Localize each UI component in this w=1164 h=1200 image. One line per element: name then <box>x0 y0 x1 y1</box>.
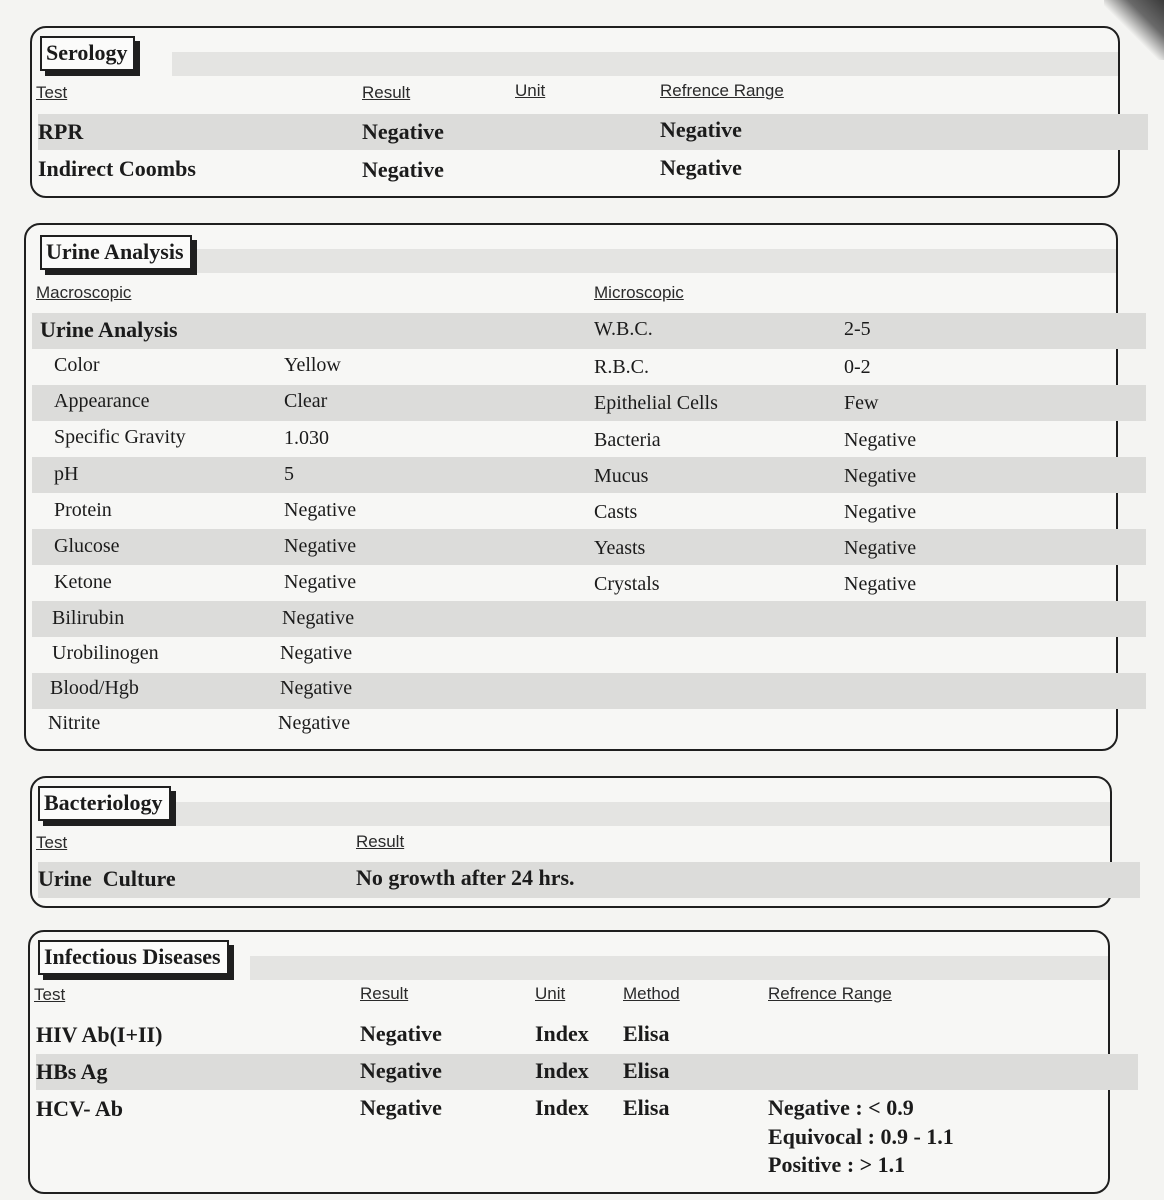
infectious-header-method: Method <box>623 984 680 1003</box>
infectious-diseases-title: Infectious Diseases <box>38 940 229 975</box>
macro-label: Specific Gravity <box>54 426 186 448</box>
macro-value: Negative <box>284 535 357 557</box>
serology-section <box>30 26 1120 198</box>
micro-value: Negative <box>844 501 917 523</box>
serology-header-unit: Unit <box>515 81 546 100</box>
macro-label: Appearance <box>54 390 150 412</box>
infectious-result-hiv: Negative <box>360 1021 442 1046</box>
micro-label: R.B.C. <box>594 356 650 378</box>
macro-label: Bilirubin <box>52 607 125 629</box>
micro-label: Epithelial Cells <box>594 392 718 414</box>
serology-header-result: Result <box>362 83 411 102</box>
micro-label: Mucus <box>594 465 649 487</box>
macro-label: Ketone <box>54 571 112 593</box>
macro-label: Nitrite <box>48 712 101 734</box>
serology-title: Serology <box>40 36 135 71</box>
micro-value: Negative <box>844 429 917 451</box>
infectious-result-hbsag: Negative <box>360 1058 442 1083</box>
serology-result-rpr: Negative <box>362 119 444 144</box>
macro-value: Negative <box>282 607 355 629</box>
bacteriology-header-test: Test <box>36 833 68 852</box>
serology-test-coombs: Indirect Coombs <box>38 156 196 181</box>
bacteriology-section <box>30 776 1112 908</box>
micro-label: Crystals <box>594 573 660 595</box>
infectious-test-hiv: HIV Ab(I+II) <box>36 1022 163 1047</box>
urine-analysis-section <box>24 223 1118 751</box>
micro-value: 2-5 <box>844 318 871 340</box>
micro-label: Bacteria <box>594 429 661 451</box>
macro-label: Protein <box>54 499 112 521</box>
bacteriology-result-urine-culture: No growth after 24 hrs. <box>356 865 575 890</box>
infectious-header-test: Test <box>34 985 66 1004</box>
bacteriology-header-result: Result <box>356 832 405 851</box>
macro-value: Negative <box>280 642 353 664</box>
urine-analysis-subtitle: Urine Analysis <box>40 317 178 342</box>
infectious-unit-hbsag: Index <box>535 1058 589 1083</box>
hcv-range-positive: Positive : > 1.1 <box>768 1152 906 1177</box>
micro-value: Negative <box>844 465 917 487</box>
micro-label: Casts <box>594 501 638 523</box>
infectious-result-hcv: Negative <box>360 1095 442 1120</box>
infectious-test-hbsag: HBs Ag <box>36 1059 108 1084</box>
microscopic-header: Microscopic <box>594 283 684 302</box>
macro-value: 5 <box>284 463 294 485</box>
serology-header-test: Test <box>36 83 68 102</box>
macro-value: Yellow <box>284 354 341 376</box>
macro-label: Color <box>54 354 100 376</box>
micro-label: W.B.C. <box>594 318 653 340</box>
infectious-method-hcv: Elisa <box>623 1095 670 1120</box>
serology-range-rpr: Negative <box>660 117 742 142</box>
micro-value: 0-2 <box>844 356 871 378</box>
infectious-header-range: Refrence Range <box>768 984 892 1003</box>
infectious-method-hiv: Elisa <box>623 1021 670 1046</box>
macro-value: Negative <box>278 712 351 734</box>
infectious-unit-hcv: Index <box>535 1095 589 1120</box>
micro-value: Few <box>844 392 879 414</box>
infectious-test-hcv: HCV- Ab <box>36 1096 123 1121</box>
serology-header-range: Refrence Range <box>660 81 784 100</box>
macro-label: Urobilinogen <box>52 642 159 664</box>
macro-value: Negative <box>284 571 357 593</box>
infectious-header-unit: Unit <box>535 984 566 1003</box>
micro-value: Negative <box>844 573 917 595</box>
hcv-range-negative: Negative : < 0.9 <box>768 1095 914 1120</box>
micro-label: Yeasts <box>594 537 646 559</box>
infectious-unit-hiv: Index <box>535 1021 589 1046</box>
macro-label: pH <box>54 463 79 485</box>
infectious-method-hbsag: Elisa <box>623 1058 670 1083</box>
serology-range-coombs: Negative <box>660 155 742 180</box>
macro-value: Negative <box>284 499 357 521</box>
bacteriology-title: Bacteriology <box>38 786 171 821</box>
hcv-range-equivocal: Equivocal : 0.9 - 1.1 <box>768 1124 954 1149</box>
serology-result-coombs: Negative <box>362 157 444 182</box>
infectious-header-result: Result <box>360 984 409 1003</box>
macro-value: Clear <box>284 390 328 412</box>
infectious-diseases-section <box>28 930 1110 1194</box>
macro-value: Negative <box>280 677 353 699</box>
macro-label: Glucose <box>54 535 120 557</box>
macro-value: 1.030 <box>284 427 329 449</box>
serology-test-rpr: RPR <box>38 119 84 144</box>
micro-value: Negative <box>844 537 917 559</box>
urine-analysis-title: Urine Analysis <box>40 235 192 270</box>
bacteriology-test-urine-culture: Urine Culture <box>38 866 176 891</box>
macroscopic-header: Macroscopic <box>36 283 132 302</box>
macro-label: Blood/Hgb <box>50 677 139 699</box>
